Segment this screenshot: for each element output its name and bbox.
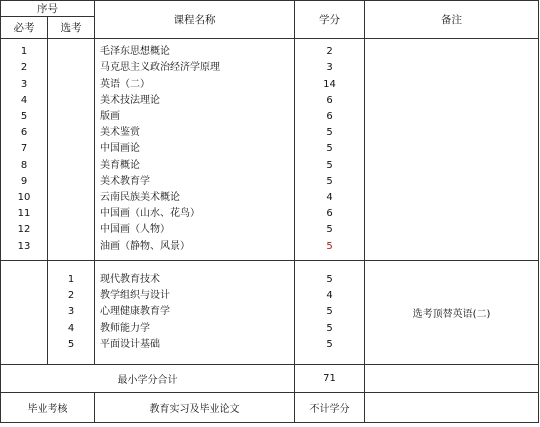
elective-no: 3 xyxy=(67,306,75,318)
elective-credits: 5 xyxy=(326,273,333,285)
required-credits: 3 xyxy=(326,62,333,74)
required-course-name: 云南民族美术概论 xyxy=(100,192,180,203)
required-course-name: 中国画（人物） xyxy=(100,224,170,236)
required-no: 13 xyxy=(17,240,31,252)
required-no: 8 xyxy=(20,159,28,171)
required-header: 必考 xyxy=(1,17,48,39)
elective-no: 5 xyxy=(67,338,75,350)
required-course-name: 美术教育学 xyxy=(100,175,150,187)
elective-name-column xyxy=(95,261,295,365)
required-course-name: 中国画论 xyxy=(100,143,140,155)
required-elective-empty xyxy=(48,39,95,261)
elective-no: 1 xyxy=(67,273,75,285)
required-credits: 5 xyxy=(326,159,333,171)
required-course-name: 美术鉴赏 xyxy=(100,127,140,139)
required-course-name: 毛泽东思想概论 xyxy=(100,46,170,58)
required-credits: 5 xyxy=(326,143,333,155)
elective-header: 选考 xyxy=(48,17,95,39)
required-no: 3 xyxy=(20,78,28,90)
elective-remark: 选考顶替英语(二) xyxy=(365,261,539,365)
required-course-name: 英语（二） xyxy=(100,78,150,90)
required-no: 10 xyxy=(17,192,31,203)
required-course-name: 油画（静物、风景） xyxy=(100,240,190,252)
total-label: 最小学分合计 xyxy=(1,365,295,393)
elective-course-name: 现代教育技术 xyxy=(100,273,160,285)
required-course-name: 中国画（山水、花鸟） xyxy=(100,208,200,220)
required-no: 2 xyxy=(20,62,28,74)
total-value: 71 xyxy=(295,365,365,393)
elective-no: 2 xyxy=(67,290,75,302)
required-course-name: 美术技法理论 xyxy=(100,94,160,106)
elective-no-column xyxy=(48,261,95,365)
required-credits: 5 xyxy=(326,175,333,187)
elective-credits: 5 xyxy=(326,338,333,350)
elective-required-empty xyxy=(1,261,48,365)
graduation-course: 教育实习及毕业论文 xyxy=(95,393,295,423)
required-credits: 6 xyxy=(326,94,333,106)
elective-course-name: 心理健康教育学 xyxy=(100,306,170,318)
required-course-name: 版画 xyxy=(100,110,120,122)
required-name-column xyxy=(95,39,295,261)
required-no: 4 xyxy=(20,94,28,106)
required-credits: 14 xyxy=(323,78,336,90)
remarks-header: 备注 xyxy=(365,1,539,39)
elective-credits-column xyxy=(295,261,365,365)
credits-header: 学分 xyxy=(295,1,365,39)
required-no: 5 xyxy=(20,110,28,122)
required-credits: 6 xyxy=(326,208,333,220)
elective-course-name: 教学组织与设计 xyxy=(100,290,170,302)
elective-no: 4 xyxy=(67,322,75,334)
graduation-label: 毕业考核 xyxy=(1,393,95,423)
required-credits-column xyxy=(295,39,365,261)
graduation-credits: 不计学分 xyxy=(295,393,365,423)
total-remarks-empty xyxy=(365,365,539,393)
required-credits: 6 xyxy=(326,110,333,122)
course-name-header: 课程名称 xyxy=(95,1,295,39)
elective-course-name: 平面设计基础 xyxy=(100,338,160,350)
seq-header: 序号 xyxy=(1,1,95,17)
required-credits: 2 xyxy=(326,46,333,58)
required-no-column xyxy=(1,39,48,261)
required-remarks-empty xyxy=(365,39,539,261)
required-credits: 5 xyxy=(326,224,333,236)
required-credits: 4 xyxy=(326,192,333,203)
required-credits: 5 xyxy=(326,240,333,252)
required-credits: 5 xyxy=(326,127,333,139)
required-no: 12 xyxy=(17,224,31,236)
elective-credits: 4 xyxy=(326,290,333,302)
required-no: 9 xyxy=(20,175,28,187)
required-course-name: 美育概论 xyxy=(100,159,140,171)
required-no: 6 xyxy=(20,127,28,139)
graduation-remarks-empty xyxy=(365,393,539,423)
required-no: 1 xyxy=(20,46,28,58)
elective-credits: 5 xyxy=(326,306,333,318)
required-no: 11 xyxy=(17,208,31,220)
required-course-name: 马克思主义政治经济学原理 xyxy=(100,62,220,74)
required-no: 7 xyxy=(20,143,28,155)
elective-credits: 5 xyxy=(326,322,333,334)
elective-course-name: 教师能力学 xyxy=(100,322,150,334)
